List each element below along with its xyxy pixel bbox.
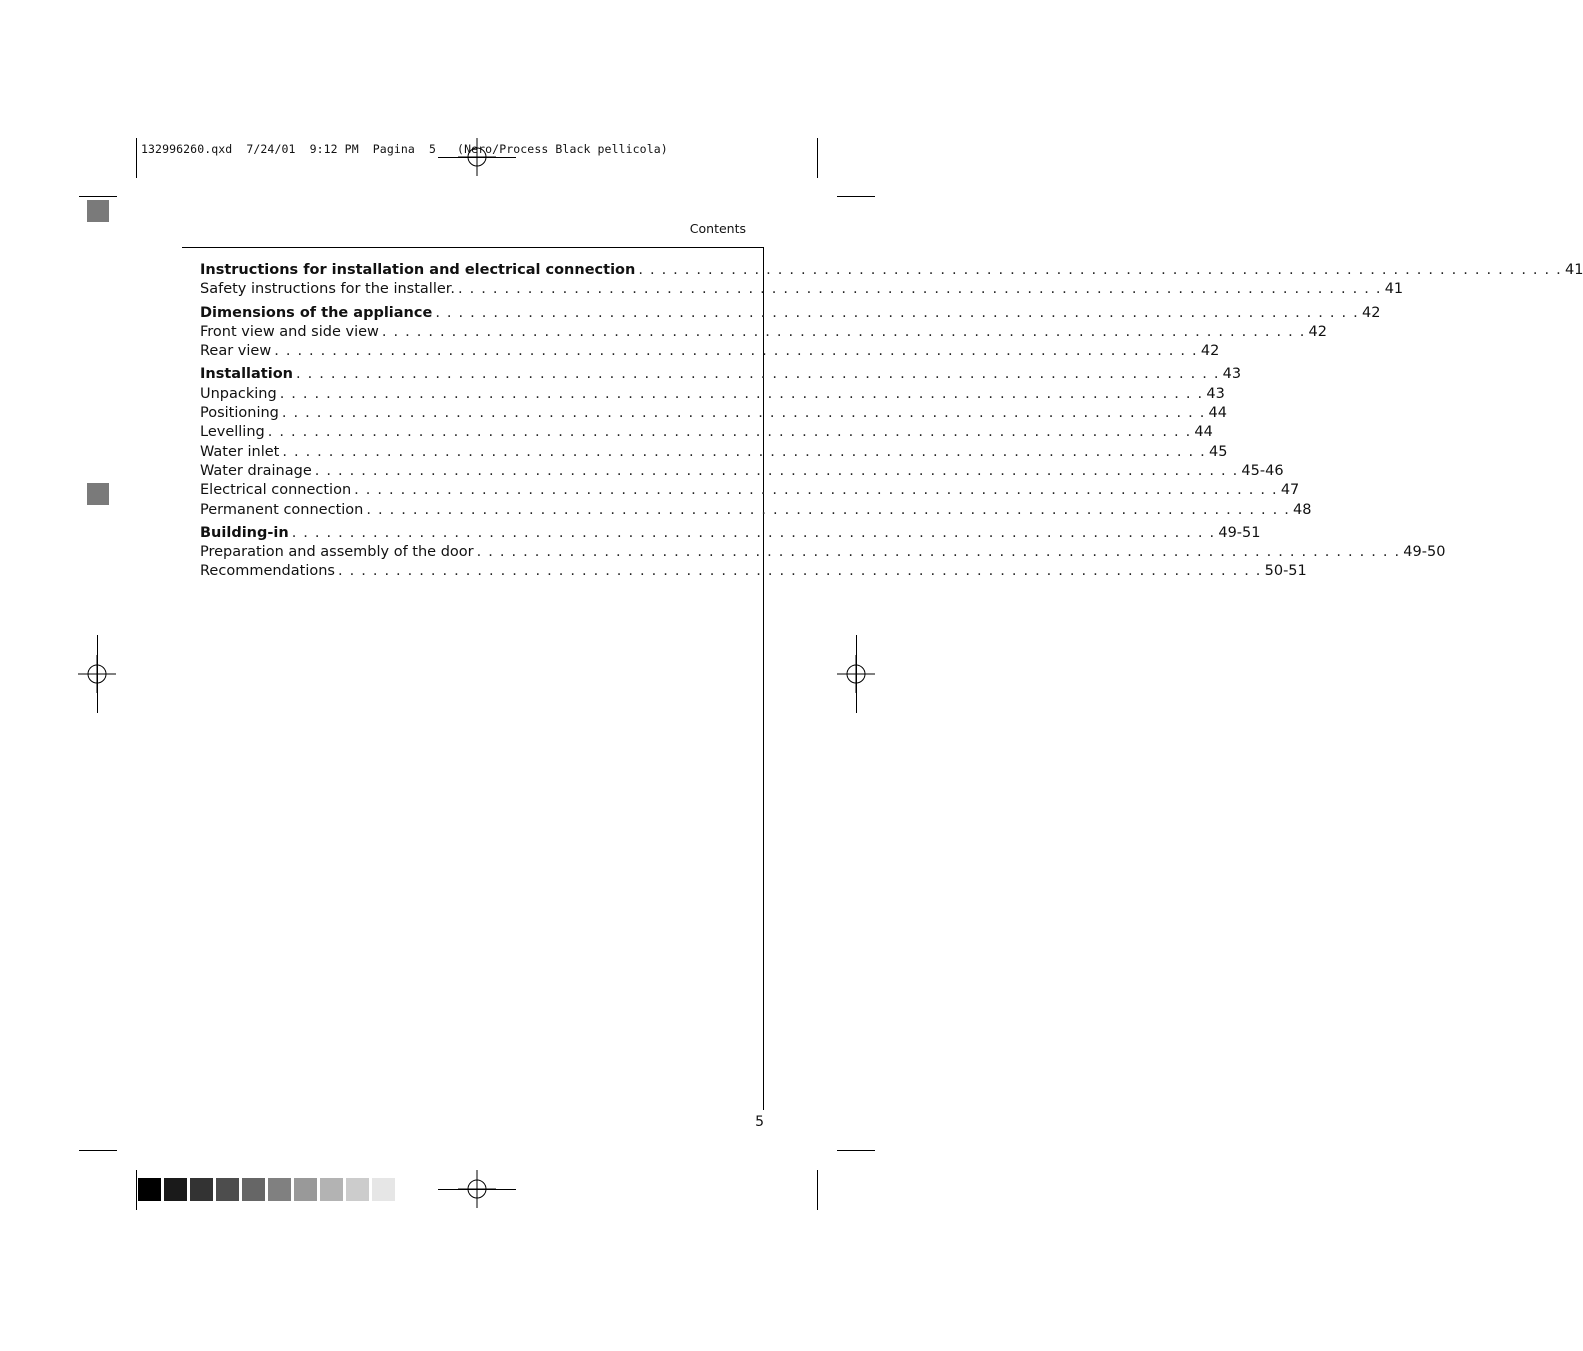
crop-mark-bottom-right-vertical (817, 1170, 818, 1210)
toc-dot-leader: . . . . . . . . . . . . . . . . . . . . . . . . . . . . . . . . . . . . . . . . . . . . . . . . . . . . . . . . . . . . . . . . . . . . . . . . . . . . . . . . (458, 281, 1382, 298)
crop-mark-bottom-left-horizontal (79, 1150, 117, 1151)
toc-dot-leader: . . . . . . . . . . . . . . . . . . . . . . . . . . . . . . . . . . . . . . . . . . . . . . . . . . . . . . . . . . . . . . . . . . . . . . . . . . . . . . . . (354, 482, 1278, 499)
toc-entry-page: 43 (1206, 385, 1225, 402)
crop-mark-top-right-horizontal (837, 196, 875, 197)
toc-entry-page: 42 (1361, 304, 1381, 321)
toc-entry-title: Safety instructions for the installer. (200, 281, 456, 298)
toc-entry-page: 42 (1308, 323, 1327, 340)
toc-dot-leader: . . . . . . . . . . . . . . . . . . . . . . . . . . . . . . . . . . . . . . . . . . . . . . . . . . . . . . . . . . . . . . . . . . . . . . . . . . . . . . . . (366, 501, 1291, 518)
toc-entry-page: 41 (1384, 281, 1404, 298)
color-swatch (346, 1178, 369, 1201)
toc-entry[interactable] (200, 501, 1312, 520)
toc-entry-page: 48 (1293, 501, 1312, 518)
toc-entry-page: 49-50 (1403, 544, 1446, 561)
color-swatch (294, 1178, 317, 1201)
toc-section-entry[interactable] (200, 304, 1381, 323)
toc-dot-leader: . . . . . . . . . . . . . . . . . . . . . . . . . . . . . . . . . . . . . . . . . . . . . . . . . . . . . . . . . . . . . . . . . . . . . . . . . . . . . . . . (274, 343, 1198, 360)
toc-entry-title: Installation (200, 366, 293, 383)
toc-entry-title: Levelling (200, 424, 265, 441)
toc-dot-leader: . . . . . . . . . . . . . . . . . . . . . . . . . . . . . . . . . . . . . . . . . . . . . . . . . . . . . . . . . . . . . . . . . . . . . . . . . . . . . . . . (281, 405, 1206, 422)
toc-entry-title: Water drainage (200, 462, 312, 479)
color-swatch (190, 1178, 213, 1201)
toc-entry[interactable] (200, 543, 1446, 562)
toc-dot-leader: . . . . . . . . . . . . . . . . . . . . . . . . . . . . . . . . . . . . . . . . . . . . . . . . . . . . . . . . . . . . . . . . . . . . . . . . . . . . . . . . (381, 323, 1306, 340)
toc-entry[interactable] (200, 342, 1220, 361)
color-swatch (372, 1178, 395, 1201)
side-tab-marker (87, 483, 109, 505)
color-calibration-strip (138, 1178, 398, 1201)
toc-section-entry[interactable] (200, 524, 1261, 543)
toc-entry-title: Recommendations (200, 563, 335, 580)
toc-dot-leader: . . . . . . . . . . . . . . . . . . . . . . . . . . . . . . . . . . . . . . . . . . . . . . . . . . . . . . . . . . . . . . . . . . . . . . . . . . . . . . . . (638, 262, 1562, 278)
page-number: 5 (755, 1114, 764, 1130)
print-slug: 132996260.qxd 7/24/01 9:12 PM Pagina 5 (Nero/Process Black pellicola) (141, 142, 668, 156)
color-swatch (268, 1178, 291, 1201)
toc-entry[interactable] (200, 423, 1213, 442)
crop-mark-top-left-vertical (136, 138, 137, 178)
toc-entry-page: 47 (1280, 482, 1300, 499)
toc-entry-title: Dimensions of the appliance (200, 304, 433, 321)
toc-dot-leader: . . . . . . . . . . . . . . . . . . . . . . . . . . . . . . . . . . . . . . . . . . . . . . . . . . . . . . . . . . . . . . . . . . . . . . . . . . . . . . . . (476, 544, 1401, 561)
color-swatch (138, 1178, 161, 1201)
header-rule (182, 247, 764, 248)
toc-dot-leader: . . . . . . . . . . . . . . . . . . . . . . . . . . . . . . . . . . . . . . . . . . . . . . . . . . . . . . . . . . . . . . . . . . . . . . . . . . . . . . . . (279, 385, 1204, 402)
toc-section-entry[interactable] (200, 261, 1583, 280)
registration-line (438, 1189, 516, 1190)
crop-mark-bottom-left-vertical (136, 1170, 137, 1210)
toc-dot-leader: . . . . . . . . . . . . . . . . . . . . . . . . . . . . . . . . . . . . . . . . . . . . . . . . . . . . . . . . . . . . . . . . . . . . . . . . . . . . . . . . (267, 424, 1192, 441)
toc-entry-title: Permanent connection (200, 501, 364, 518)
toc-entry-title: Preparation and assembly of the door (200, 544, 474, 561)
toc-entry-page: 43 (1222, 366, 1242, 383)
toc-entry-page: 49-51 (1218, 524, 1261, 541)
toc-entry[interactable] (200, 323, 1327, 342)
toc-entry[interactable] (200, 280, 1404, 299)
toc-entry-page: 41 (1564, 262, 1583, 278)
toc-entry-page: 45 (1208, 443, 1228, 460)
toc-entry-page: 45-46 (1241, 462, 1284, 479)
color-swatch (216, 1178, 239, 1201)
registration-line (856, 635, 857, 713)
toc-entry-page: 44 (1194, 424, 1213, 441)
color-swatch (164, 1178, 187, 1201)
toc-entry-title: Positioning (200, 405, 279, 422)
section-header-label: Contents (689, 221, 746, 236)
toc-entry-title: Unpacking (200, 385, 277, 402)
toc-dot-leader: . . . . . . . . . . . . . . . . . . . . . . . . . . . . . . . . . . . . . . . . . . . . . . . . . . . . . . . . . . . . . . . . . . . . . . . . . . . . . . . . (291, 524, 1216, 541)
color-swatch (320, 1178, 343, 1201)
toc-entry[interactable] (200, 481, 1300, 500)
registration-line (97, 635, 98, 713)
toc-entry-title: Front view and side view (200, 323, 379, 340)
toc-dot-leader: . . . . . . . . . . . . . . . . . . . . . . . . . . . . . . . . . . . . . . . . . . . . . . . . . . . . . . . . . . . . . . . . . . . . . . . . . . . . . . . . (314, 462, 1239, 479)
toc-entry-page: 42 (1200, 343, 1220, 360)
registration-line (438, 157, 516, 158)
toc-entry[interactable] (200, 404, 1227, 423)
toc-entry-title: Building-in (200, 524, 289, 541)
side-tab-marker (87, 200, 109, 222)
toc-dot-leader: . . . . . . . . . . . . . . . . . . . . . . . . . . . . . . . . . . . . . . . . . . . . . . . . . . . . . . . . . . . . . . . . . . . . . . . . . . . . . . . . (337, 563, 1262, 580)
toc-entry-page: 50-51 (1264, 563, 1307, 580)
toc-section-entry[interactable] (200, 365, 1242, 384)
table-of-contents (200, 261, 1583, 582)
toc-entry[interactable] (200, 462, 1284, 481)
toc-entry-title: Water inlet (200, 443, 280, 460)
toc-dot-leader: . . . . . . . . . . . . . . . . . . . . . . . . . . . . . . . . . . . . . . . . . . . . . . . . . . . . . . . . . . . . . . . . . . . . . . . . . . . . . . . . (282, 443, 1206, 460)
crop-mark-bottom-right-horizontal (837, 1150, 875, 1151)
toc-entry[interactable] (200, 562, 1307, 581)
crop-mark-top-right-vertical (817, 138, 818, 178)
toc-entry-title: Instructions for installation and electrical connection (200, 262, 636, 278)
toc-entry[interactable] (200, 443, 1228, 462)
toc-entry[interactable] (200, 385, 1225, 404)
toc-entry-title: Electrical connection (200, 482, 352, 499)
toc-dot-leader: . . . . . . . . . . . . . . . . . . . . . . . . . . . . . . . . . . . . . . . . . . . . . . . . . . . . . . . . . . . . . . . . . . . . . . . . . . . . . . . . (435, 304, 1359, 321)
crop-mark-top-left-horizontal (79, 196, 117, 197)
toc-entry-title: Rear view (200, 343, 272, 360)
color-swatch (242, 1178, 265, 1201)
toc-dot-leader: . . . . . . . . . . . . . . . . . . . . . . . . . . . . . . . . . . . . . . . . . . . . . . . . . . . . . . . . . . . . . . . . . . . . . . . . . . . . . . . . (295, 366, 1220, 383)
toc-entry-page: 44 (1208, 405, 1227, 422)
